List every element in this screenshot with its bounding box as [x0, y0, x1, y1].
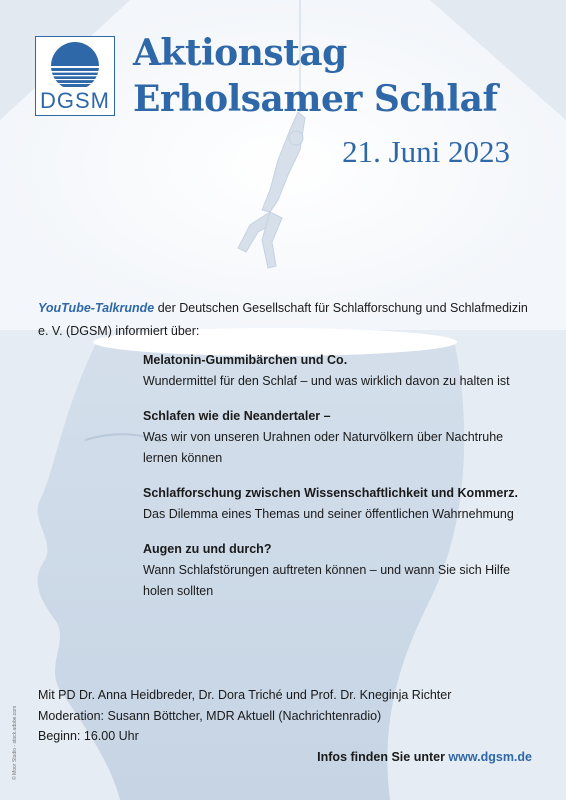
- topic-description: Das Dilemma eines Themas und seiner öffentlichen Wahrnehmung: [143, 507, 514, 521]
- topic-title: Schlafforschung zwischen Wissenschaftlichkeit und Kommerz.: [143, 486, 518, 500]
- title-line-1: Aktionstag: [133, 32, 347, 74]
- moderation-line: Moderation: Susann Böttcher, MDR Aktuell (Nachrichtenradio): [38, 708, 382, 723]
- event-details: [38, 685, 451, 747]
- topics-list: [143, 350, 533, 616]
- start-time-line: Beginn: 16.00 Uhr: [38, 729, 139, 743]
- logo-text: DGSM: [40, 88, 110, 113]
- topic-description: Was wir von unseren Urahnen oder Naturvölkern über Nachtruhe lernen können: [143, 430, 504, 465]
- website-link[interactable]: www.dgsm.de: [448, 750, 532, 764]
- topic-title: Augen zu und durch?: [143, 542, 272, 556]
- title-line-2: Erholsamer Schlaf: [133, 78, 498, 120]
- topic-item: [143, 350, 533, 392]
- topic-description: Wundermittel für den Schlaf – und was wirklich davon zu halten ist: [143, 374, 510, 388]
- info-prefix: Infos finden Sie unter: [317, 750, 449, 764]
- image-credit: © Moor Studio - stock.adobe.com: [12, 705, 18, 780]
- speakers-line: Mit PD Dr. Anna Heidbreder, Dr. Dora Triché und Prof. Dr. Kneginja Richter: [38, 688, 452, 702]
- page-title: [133, 30, 497, 122]
- dgsm-logo: [35, 36, 115, 116]
- intro-paragraph: [38, 297, 533, 343]
- topic-title: Schlafen wie die Neandertaler –: [143, 409, 331, 423]
- info-line: [317, 750, 532, 764]
- event-date: 21. Juni 2023: [342, 134, 510, 169]
- topic-item: [143, 406, 533, 469]
- topic-item: [143, 539, 533, 602]
- topic-title: Melatonin-Gummibärchen und Co.: [143, 353, 348, 367]
- topic-description: Wann Schlafstörungen auftreten können – und wann Sie sich Hilfe holen sollten: [143, 563, 511, 598]
- intro-highlight: YouTube-Talkrunde: [38, 301, 155, 315]
- topic-item: [143, 483, 533, 525]
- intro-text: der Deutschen Gesellschaft für Schlafforschung und Schlafmedizin e. V. (DGSM) informiert über:: [38, 301, 528, 338]
